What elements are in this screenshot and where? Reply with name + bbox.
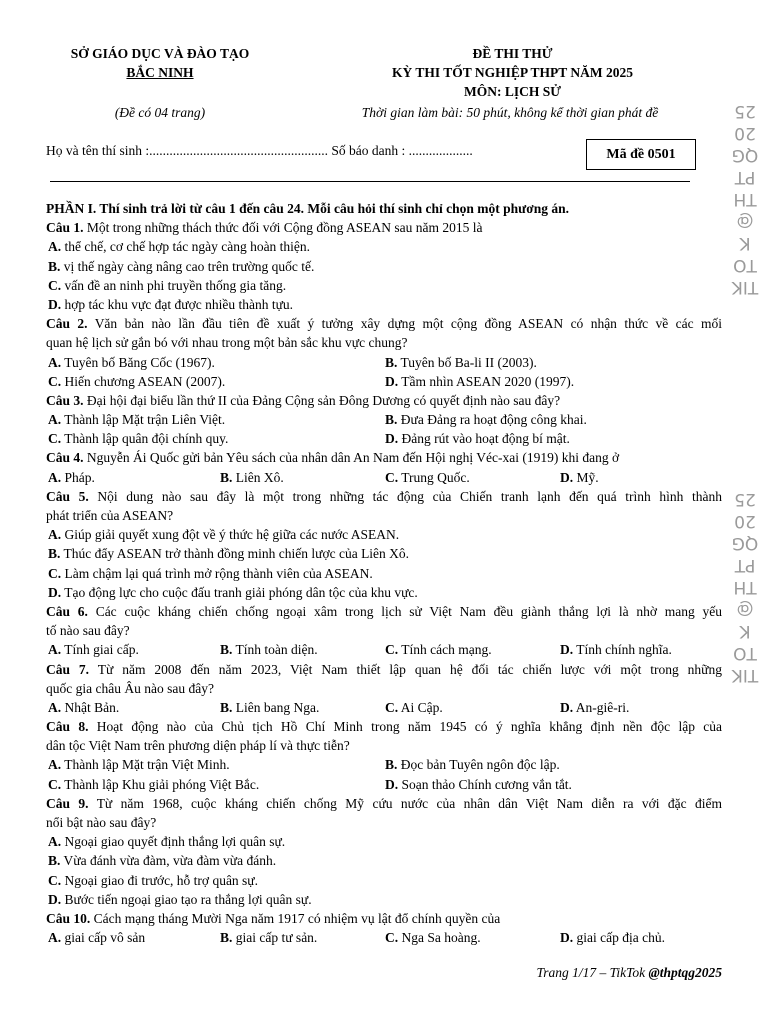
watermark-text: TO [733, 255, 757, 275]
answer-option-a [48, 353, 215, 372]
question-number: Câu 3. [46, 392, 84, 408]
option-line [46, 871, 722, 890]
option-line [46, 353, 722, 372]
option-letter: A. [48, 354, 62, 370]
answer-option-d [48, 297, 293, 312]
answer-option-b [385, 755, 560, 774]
option-line [46, 525, 722, 544]
answer-option-b [48, 259, 314, 274]
question-text-line [46, 717, 722, 736]
option-letter: B. [220, 699, 233, 715]
question-number: Câu 7. [46, 661, 90, 677]
answer-option-a [48, 698, 119, 717]
answer-option-c [48, 566, 373, 581]
answer-option-d [48, 892, 312, 907]
question-text-line [46, 909, 722, 928]
option-letter: B. [385, 757, 398, 773]
question-list [46, 218, 722, 947]
tiktok-watermark-top [730, 100, 760, 298]
part-title: PHẦN I. Thí sinh trả lời từ câu 1 đến câu 24. Mỗi câu hỏi thí sinh chỉ chọn một phương án. [46, 201, 569, 216]
watermark-text: 20 [734, 123, 756, 143]
option-text: Bước tiến ngoại giao tạo ra thắng lợi quân sự. [64, 891, 312, 907]
watermark-text: TH [733, 189, 757, 209]
option-letter: B. [220, 930, 233, 946]
option-text: An-giê-ri. [575, 699, 630, 715]
answer-option-d [48, 585, 418, 600]
option-text: Thành lập Mặt trận Việt Minh. [64, 757, 230, 773]
option-letter: B. [220, 469, 233, 485]
question-1 [46, 218, 722, 314]
option-letter: B. [220, 642, 233, 658]
question-text: Đại hội đại biểu lần thứ II của Đảng Cộng sản Đông Dương có quyết định nào sau đây? [86, 392, 561, 408]
option-letter: A. [48, 757, 62, 773]
option-text: Tính cách mạng. [401, 642, 492, 658]
watermark-text: PT [734, 167, 756, 187]
question-number: Câu 6. [46, 603, 88, 619]
answer-option-a [48, 527, 399, 542]
province-name: BẮC NINH [126, 65, 194, 80]
option-letter: B. [48, 546, 61, 562]
option-text: Pháp. [64, 469, 95, 485]
option-text: Vừa đánh vừa đàm, vừa đàm vừa đánh. [63, 853, 277, 869]
answer-option-d [560, 698, 629, 717]
watermark-text: QG [731, 145, 759, 165]
option-text: thể chế, cơ chế hợp tác ngày càng hoàn thiện. [64, 239, 311, 255]
watermark-text: PT [734, 555, 756, 575]
option-text: giai cấp địa chủ. [576, 930, 665, 946]
option-letter: C. [48, 776, 62, 792]
question-5 [46, 487, 722, 602]
question-text: Nguyễn Ái Quốc gửi bản Yêu sách của nhân dân An Nam đến Hội nghị Véc-xai (1919) khi đang ở [86, 450, 620, 466]
question-text: Từ năm 2008 đến năm 2023, Việt Nam thiết lập quan hệ đối tác chiến lược với một trong những [97, 661, 722, 677]
answer-option-b [220, 640, 318, 659]
option-text: Trung Quốc. [401, 469, 470, 485]
candidate-info-line: Họ và tên thí sinh :..................................................... Số báo danh : ................... [46, 143, 473, 158]
option-line [46, 890, 722, 909]
question-number: Câu 8. [46, 719, 89, 735]
question-6 [46, 602, 722, 660]
option-letter: C. [385, 469, 399, 485]
question-8 [46, 717, 722, 794]
answer-option-c [385, 698, 443, 717]
footer-page: Trang 1/17 – TikTok [536, 965, 649, 980]
question-7 [46, 660, 722, 718]
province-wrap [40, 63, 280, 82]
option-letter: C. [48, 431, 62, 447]
option-line [46, 564, 722, 583]
question-text: Văn bản nào lần đầu tiên đề xuất ý tưởng xây dựng một cộng đồng ASEAN có nhận thức về các mối [94, 316, 723, 332]
answer-option-d [385, 372, 574, 391]
tiktok-watermark-middle [730, 488, 760, 686]
answer-option-b [385, 353, 537, 372]
option-line [46, 851, 722, 870]
answer-option-a [48, 640, 139, 659]
option-text: Tính giai cấp. [64, 642, 139, 658]
option-text: Thành lập Khu giải phóng Việt Bắc. [64, 776, 260, 792]
option-letter: D. [560, 642, 574, 658]
question-text: Nội dung nào sau đây là một trong những tác động của Chiến tranh lạnh đến quá trình hình thành [97, 488, 722, 504]
answer-option-d [560, 468, 599, 487]
watermark-text: @ [736, 211, 754, 231]
answer-option-d [560, 928, 665, 947]
question-text-line [46, 487, 722, 506]
option-text: vấn đề an ninh phi truyền thống gia tăng. [64, 277, 287, 293]
option-letter: C. [385, 930, 399, 946]
question-number: Câu 1. [46, 220, 84, 236]
question-text-line [46, 448, 722, 467]
option-line [46, 276, 722, 295]
option-text: Mỹ. [576, 469, 599, 485]
option-text: Thúc đẩy ASEAN trở thành đồng minh chiến lược của Liên Xô. [63, 546, 410, 562]
question-number: Câu 5. [46, 488, 89, 504]
option-line [46, 295, 722, 314]
option-letter: C. [48, 373, 62, 389]
question-text: nổi bật nào sau đây? [46, 815, 157, 830]
question-number: Câu 10. [46, 910, 91, 926]
question-number: Câu 9. [46, 795, 89, 811]
watermark-text: K [739, 233, 751, 253]
answer-option-a [48, 755, 230, 774]
option-text: giai cấp tư sản. [235, 930, 318, 946]
question-text-line [46, 333, 722, 352]
option-line [46, 640, 722, 659]
option-text: Thành lập Mặt trận Liên Việt. [64, 412, 226, 428]
question-text: dân tộc Việt Nam trên phương diện pháp lí và thực tiễn? [46, 738, 350, 754]
option-letter: D. [48, 584, 62, 600]
option-letter: A. [48, 930, 62, 946]
answer-option-c [48, 873, 258, 888]
option-letter: C. [48, 277, 62, 293]
option-letter: A. [48, 642, 62, 658]
option-text: Đưa Đảng ra hoạt động công khai. [400, 412, 587, 428]
watermark-text: 25 [734, 489, 756, 509]
question-text: Các cuộc kháng chiến chống ngoại xâm trong lịch sử Việt Nam đều giành thắng lợi là nhờ mang yếu [95, 603, 722, 619]
answer-option-b [220, 928, 317, 947]
option-text: hợp tác khu vực đạt được nhiều thành tựu. [64, 296, 294, 312]
answer-option-a [48, 410, 225, 429]
answer-option-c [385, 468, 470, 487]
option-letter: A. [48, 239, 62, 255]
option-line [46, 544, 722, 563]
watermark-text: 25 [734, 101, 756, 121]
option-text: Ngoại giao đi trước, hỗ trợ quân sự. [64, 872, 259, 888]
footer-handle: @thptqg2025 [648, 965, 722, 980]
watermark-text: K [739, 621, 751, 641]
department-name: SỞ GIÁO DỤC VÀ ĐÀO TẠO [70, 46, 250, 61]
watermark-text: TIK [731, 665, 759, 685]
question-text: Cách mạng tháng Mười Nga năm 1917 có nhiệm vụ lật đổ chính quyền của [93, 910, 501, 926]
option-letter: D. [560, 930, 574, 946]
option-letter: D. [48, 296, 62, 312]
option-line [46, 372, 722, 391]
question-text: Từ năm 1968, cuộc kháng chiến chống Mỹ cứu nước của nhân dân Việt Nam diễn ra với đặc điểm [96, 795, 722, 811]
question-text: Hoạt động nào của Chủ tịch Hồ Chí Minh trong năm 1945 có ý nghĩa khẳng định nền độc lập của [96, 719, 723, 735]
option-letter: C. [48, 565, 62, 581]
option-letter: C. [48, 872, 62, 888]
option-letter: D. [560, 699, 574, 715]
answer-option-b [385, 410, 587, 429]
option-text: Tạo động lực cho cuộc đấu tranh giải phóng dân tộc của khu vực. [64, 584, 418, 600]
watermark-text: TO [733, 643, 757, 663]
answer-option-b [220, 468, 284, 487]
option-line [46, 237, 722, 256]
answer-option-d [560, 640, 672, 659]
option-line [46, 429, 722, 448]
option-text: Tuyên bố Ba-li II (2003). [400, 354, 537, 370]
option-text: Đảng rút vào hoạt động bí mật. [401, 431, 570, 447]
answer-option-a [48, 468, 95, 487]
question-2 [46, 314, 722, 391]
exam-name: KỲ THI TỐT NGHIỆP THPT NĂM 2025 [391, 65, 634, 80]
question-text-line [46, 660, 722, 679]
option-letter: C. [385, 642, 399, 658]
option-line [46, 410, 722, 429]
option-letter: D. [385, 431, 399, 447]
answer-option-a [48, 928, 145, 947]
question-number: Câu 2. [46, 316, 88, 332]
answer-option-d [385, 429, 570, 448]
watermark-text: 20 [734, 511, 756, 531]
option-text: Thành lập quân đội chính quy. [64, 431, 229, 447]
option-line [46, 468, 722, 487]
option-line [46, 755, 722, 774]
option-line [46, 775, 722, 794]
option-text: giai cấp vô sản [64, 930, 146, 946]
option-letter: D. [385, 776, 399, 792]
answer-option-c [48, 278, 286, 293]
question-10 [46, 909, 722, 947]
option-line [46, 698, 722, 717]
option-letter: A. [48, 469, 62, 485]
option-text: Nga Sa hoàng. [401, 930, 481, 946]
option-text: Ngoại giao quyết định thắng lợi quân sự. [64, 834, 286, 850]
option-text: Tầm nhìn ASEAN 2020 (1997). [401, 373, 575, 389]
pages-note: (Đề có 04 trang) [114, 105, 206, 120]
page-footer [536, 963, 722, 982]
watermark-text: TH [733, 577, 757, 597]
question-text-line [46, 813, 722, 832]
question-text: phát triển của ASEAN? [46, 508, 174, 523]
question-text-line [46, 218, 722, 237]
question-text-line [46, 794, 722, 813]
option-letter: D. [560, 469, 574, 485]
question-9 [46, 794, 722, 909]
question-text-line [46, 679, 722, 698]
answer-option-c [48, 372, 225, 391]
option-text: Tuyên bố Băng Cốc (1967). [64, 354, 215, 370]
header-divider [50, 181, 690, 182]
exam-body [46, 199, 722, 947]
option-letter: B. [48, 258, 61, 274]
question-text: quan hệ lịch sử gắn bó với nhau trong một bản sắc khu vực chung? [46, 335, 408, 351]
option-line [46, 832, 722, 851]
question-text: tố nào sau đây? [46, 623, 130, 639]
option-text: Liên Xô. [235, 469, 284, 485]
option-line [46, 583, 722, 602]
question-text-line [46, 602, 722, 621]
answer-option-c [385, 640, 492, 659]
question-text-line [46, 391, 722, 410]
option-letter: B. [48, 853, 61, 869]
option-text: Ai Cập. [400, 699, 443, 715]
exam-subject: MÔN: LỊCH SỬ [464, 84, 561, 99]
option-text: Giúp giải quyết xung đột về ý thức hệ giữa các nước ASEAN. [64, 527, 400, 543]
option-line [46, 257, 722, 276]
option-letter: A. [48, 527, 62, 543]
option-text: Tính chính nghĩa. [576, 642, 672, 658]
question-text-line [46, 736, 722, 755]
option-letter: A. [48, 412, 62, 428]
time-note: Thời gian làm bài: 50 phút, không kể thời gian phát đề [361, 105, 659, 120]
watermark-text: TIK [731, 277, 759, 297]
option-text: Soạn thảo Chính cương vắn tắt. [401, 776, 572, 792]
exam-title: ĐỀ THI THỬ [472, 46, 553, 61]
option-letter: C. [385, 699, 399, 715]
question-3 [46, 391, 722, 449]
answer-option-b [48, 853, 276, 868]
option-text: Liên bang Nga. [235, 699, 320, 715]
option-text: Hiến chương ASEAN (2007). [64, 373, 226, 389]
option-text: vị thế ngày càng nâng cao trên trường quốc tế. [63, 258, 315, 274]
answer-option-b [48, 546, 409, 561]
option-text: Đọc bản Tuyên ngôn độc lập. [400, 757, 560, 773]
question-text-line [46, 314, 722, 333]
question-4 [46, 448, 722, 486]
option-letter: D. [385, 373, 399, 389]
answer-option-a [48, 239, 310, 254]
option-letter: A. [48, 834, 62, 850]
option-letter: D. [48, 891, 62, 907]
watermark-text: QG [731, 533, 759, 553]
option-letter: B. [385, 412, 398, 428]
question-text: quốc gia châu Âu nào sau đây? [46, 680, 214, 696]
question-text: Một trong những thách thức đối với Cộng đồng ASEAN sau năm 2015 là [86, 220, 483, 236]
question-text-line [46, 506, 722, 525]
answer-option-c [48, 429, 228, 448]
option-text: Làm chậm lại quá trình mở rộng thành viên của ASEAN. [64, 565, 373, 581]
watermark-text: @ [736, 599, 754, 619]
question-number: Câu 4. [46, 450, 84, 466]
exam-code-box: Mã đề 0501 [586, 139, 696, 170]
answer-option-c [385, 928, 481, 947]
option-letter: B. [385, 354, 398, 370]
answer-option-c [48, 775, 259, 794]
answer-option-a [48, 834, 285, 849]
option-text: Nhật Bản. [64, 699, 120, 715]
option-letter: A. [48, 699, 62, 715]
option-text: Tính toàn diện. [235, 642, 318, 658]
answer-option-d [385, 775, 572, 794]
question-text-line [46, 621, 722, 640]
answer-option-b [220, 698, 319, 717]
option-line [46, 928, 722, 947]
